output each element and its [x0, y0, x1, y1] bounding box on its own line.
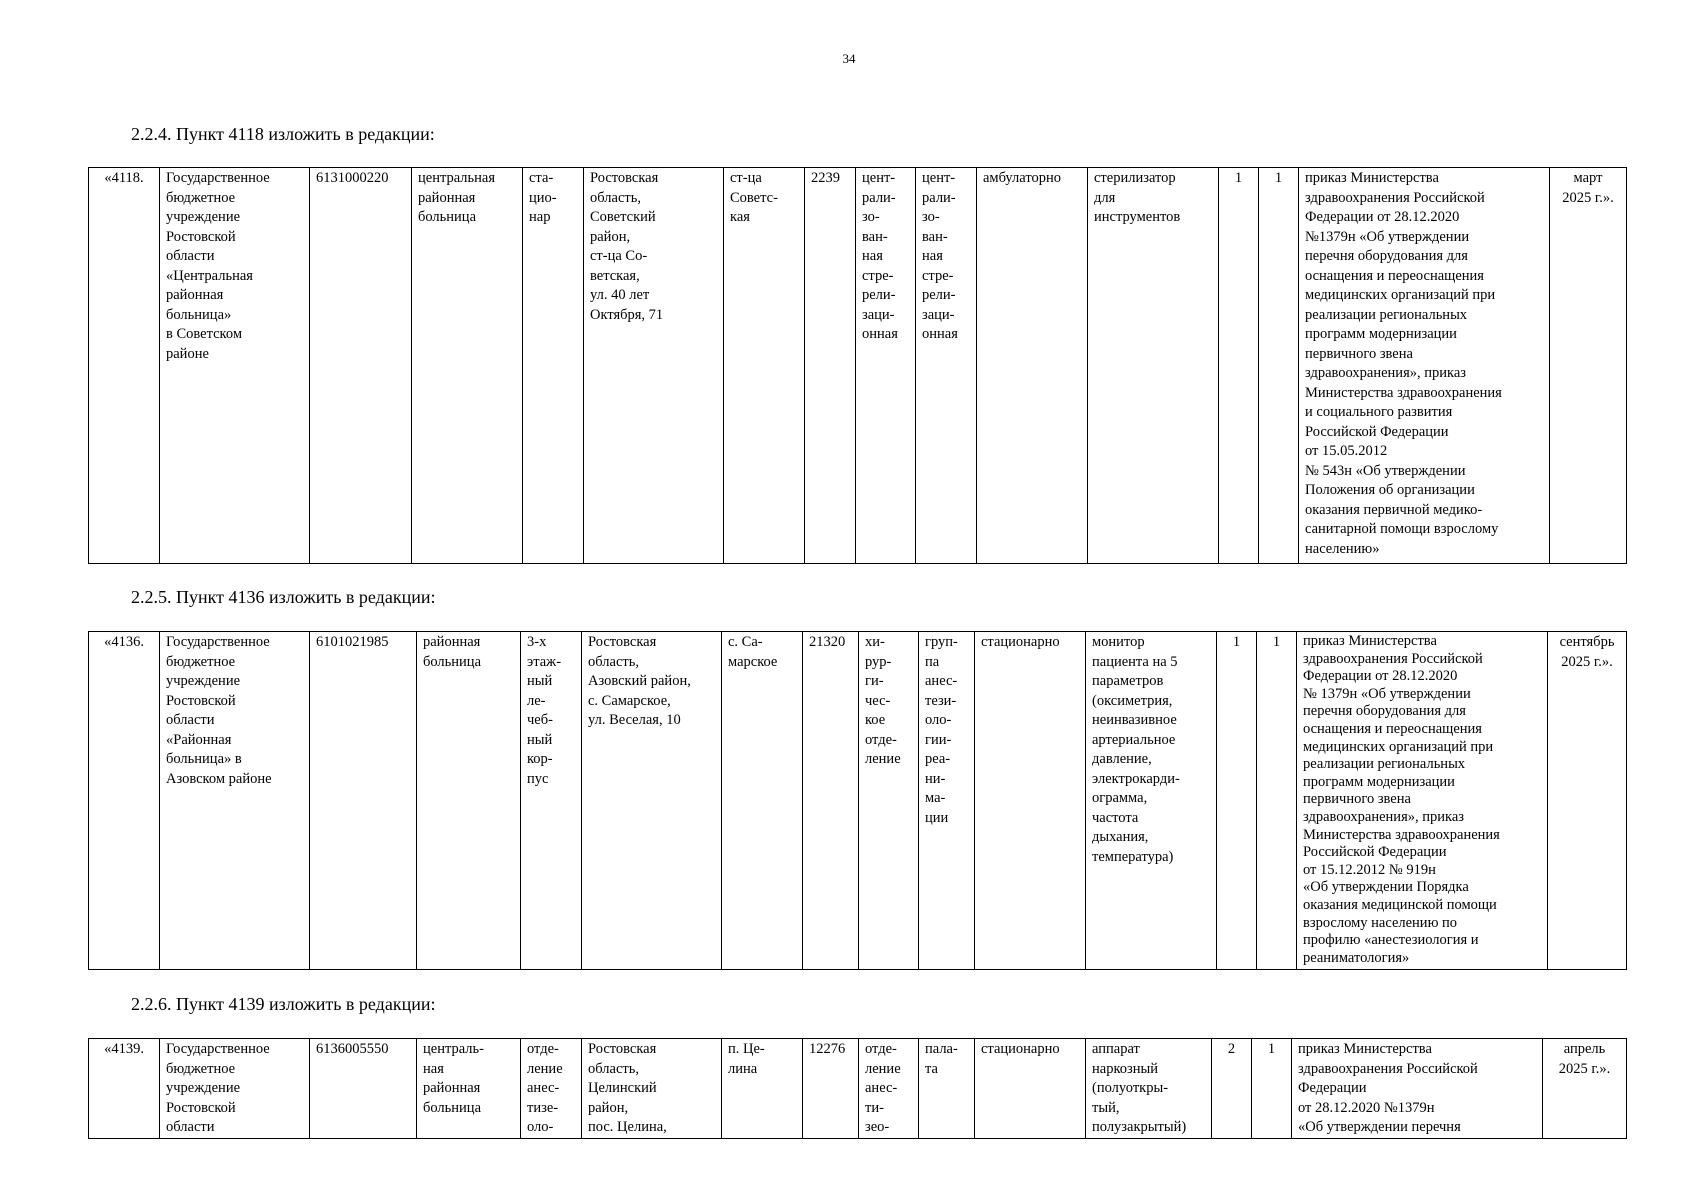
- quantity-b: 1: [1252, 1039, 1292, 1139]
- quantity-a: 1: [1217, 632, 1257, 970]
- quantity-a: 1: [1219, 168, 1259, 564]
- record-table-4139: [88, 1038, 1627, 1139]
- population: 21320: [803, 632, 859, 970]
- item-number: «4139.: [89, 1039, 160, 1139]
- deadline-date: сентябрь 2025 г.».: [1548, 632, 1627, 970]
- care-type: стационарно: [975, 632, 1086, 970]
- care-type: амбулаторно: [977, 168, 1088, 564]
- institution-name: Государственное бюджетное учреждение Ростовской области: [160, 1039, 310, 1139]
- address: Ростовская область, Советский район, ст-ца Со- ветская, ул. 40 лет Октября, 71: [584, 168, 724, 564]
- section-heading-4136: 2.2.5. Пункт 4136 изложить в редакции:: [131, 587, 436, 607]
- inn-code: 6136005550: [310, 1039, 417, 1139]
- table-row: [89, 1039, 1627, 1139]
- equipment: монитор пациента на 5 параметров (оксиметрия, неинвазивное артериальное давление, электрокарди- ограмма, частота дыхания, температура): [1086, 632, 1217, 970]
- building: отде- ление анес- тизе- оло-: [521, 1039, 582, 1139]
- population: 12276: [803, 1039, 859, 1139]
- settlement: п. Це- лина: [722, 1039, 803, 1139]
- address: Ростовская область, Целинский район, пос. Целина,: [582, 1039, 722, 1139]
- record-table-4136: [88, 631, 1627, 970]
- organization-type: центральная районная больница: [412, 168, 523, 564]
- settlement: ст-ца Советс- кая: [724, 168, 805, 564]
- quantity-b: 1: [1259, 168, 1299, 564]
- inn-code: 6101021985: [310, 632, 417, 970]
- section-heading-4118: 2.2.4. Пункт 4118 изложить в редакции:: [131, 124, 435, 144]
- deadline-date: март 2025 г.».: [1550, 168, 1627, 564]
- table-row: [89, 168, 1627, 564]
- unit: отде- ление анес- ти- зео-: [859, 1039, 919, 1139]
- quantity-b: 1: [1257, 632, 1297, 970]
- population: 2239: [805, 168, 856, 564]
- building: 3-х этаж- ный ле- чеб- ный кор- пус: [521, 632, 582, 970]
- care-type: стационарно: [975, 1039, 1086, 1139]
- table-row: [89, 632, 1627, 970]
- item-number: «4136.: [89, 632, 160, 970]
- institution-name: Государственное бюджетное учреждение Ростовской области «Центральная районная больница» в Советском районе: [160, 168, 310, 564]
- deadline-date: апрель 2025 г.».: [1543, 1039, 1627, 1139]
- settlement: с. Са- марское: [722, 632, 803, 970]
- address: Ростовская область, Азовский район, с. Самарское, ул. Веселая, 10: [582, 632, 722, 970]
- institution-name: Государственное бюджетное учреждение Ростовской области «Районная больница» в Азовском районе: [160, 632, 310, 970]
- legal-basis: приказ Министерства здравоохранения Российской Федерации от 28.12.2020 №1379н «Об утверждении перечня оборудования для оснащения и переоснащения медицинских организаций при реализации региональных программ модернизации первичного звена здравоохранения», приказ Министерства здравоохранения и социального развития Российской Федерации от 15.05.2012 № 543н «Об утверждении Положения об организации оказания первичной медико- санитарной помощи взрослому населению»: [1299, 168, 1550, 564]
- equipment: стерилизатор для инструментов: [1088, 168, 1219, 564]
- section-heading-4139: 2.2.6. Пункт 4139 изложить в редакции:: [131, 994, 436, 1014]
- legal-basis: приказ Министерства здравоохранения Российской Федерации от 28.12.2020 № 1379н «Об утверждении перечня оборудования для оснащения и переоснащения медицинских организаций при реализации региональных программ модернизации первичного звена здравоохранения», приказ Министерства здравоохранения Российской Федерации от 15.12.2012 № 919н «Об утверждении Порядка оказания медицинской помощи взрослому населению по профилю «анестезиология и реаниматология»: [1297, 632, 1548, 970]
- record-table-4118: [88, 167, 1627, 564]
- organization-type: районная больница: [417, 632, 521, 970]
- building: ста- цио- нар: [523, 168, 584, 564]
- legal-basis: приказ Министерства здравоохранения Российской Федерации от 28.12.2020 №1379н «Об утверждении перечня: [1292, 1039, 1543, 1139]
- subunit: цент- рали- зо- ван- ная стре- рели- заци- онная: [916, 168, 977, 564]
- unit: хи- рур- ги- чес- кое отде- ление: [859, 632, 919, 970]
- unit: цент- рали- зо- ван- ная стре- рели- заци- онная: [856, 168, 916, 564]
- subunit: пала- та: [919, 1039, 975, 1139]
- equipment: аппарат наркозный (полуоткры- тый, полузакрытый): [1086, 1039, 1212, 1139]
- item-number: «4118.: [89, 168, 160, 564]
- subunit: груп- па анес- тези- оло- гии- реа- ни- ма- ции: [919, 632, 975, 970]
- page-number: 34: [842, 51, 856, 66]
- inn-code: 6131000220: [310, 168, 412, 564]
- organization-type: централь- ная районная больница: [417, 1039, 521, 1139]
- quantity-a: 2: [1212, 1039, 1252, 1139]
